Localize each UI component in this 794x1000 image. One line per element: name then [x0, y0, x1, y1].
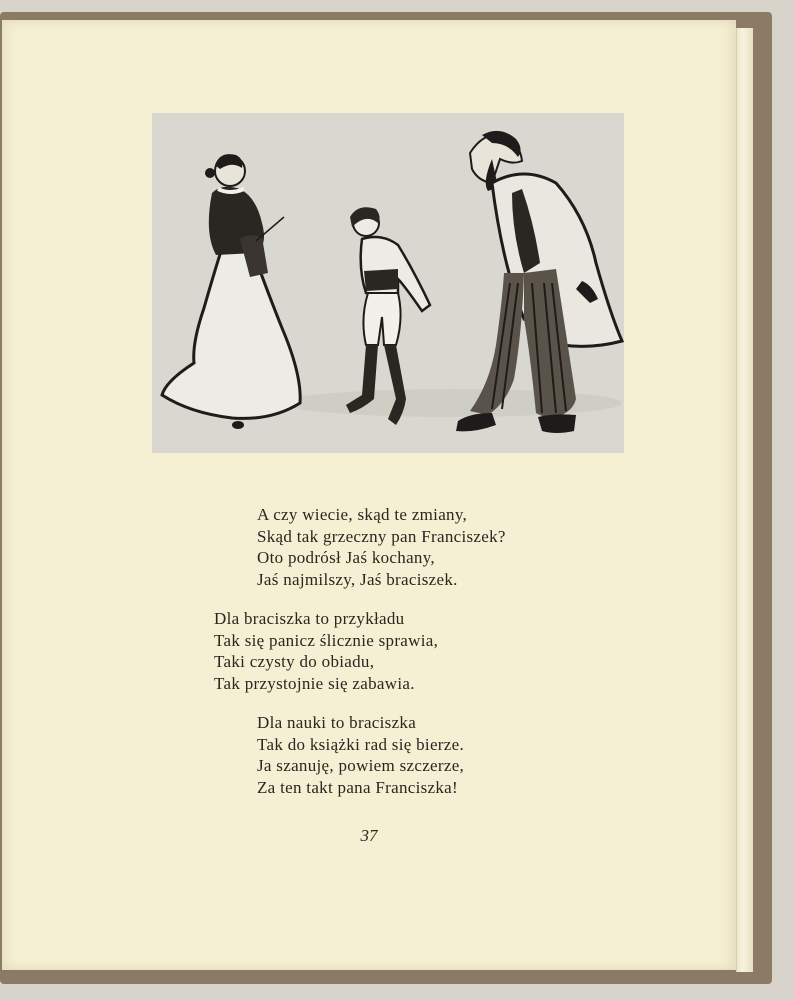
- poem-line: A czy wiecie, skąd te zmiany,: [257, 505, 468, 524]
- stanza-1: [2, 504, 736, 590]
- stanza-2: [2, 608, 736, 694]
- book-page: [2, 20, 736, 970]
- page-edges: [736, 28, 753, 972]
- poem-line: Tak do książki rad się bierze.: [257, 734, 465, 754]
- poem-line: Dla braciszka to przykładu: [214, 609, 405, 628]
- poem-line: Ja szanuję, powiem szczerze,: [257, 756, 465, 775]
- poem-line: Taki czysty do obiadu,: [214, 652, 375, 671]
- poem-line: Skąd tak grzeczny pan Franciszek?: [257, 526, 506, 546]
- page-number: 37: [360, 826, 378, 845]
- poem-line: Tak przystojnie się zabawia.: [214, 673, 415, 693]
- poem-line: Jaś najmilszy, Jaś braciszek.: [257, 569, 458, 589]
- stanza-3: [2, 712, 736, 798]
- illustration: [152, 113, 624, 453]
- illustration-drawing: [152, 113, 624, 453]
- poem: [2, 504, 736, 816]
- poem-line: Dla nauki to braciszka: [257, 713, 417, 732]
- poem-line: Za ten takt pana Franciszka!: [257, 777, 458, 797]
- poem-line: Oto podrósł Jaś kochany,: [257, 548, 435, 567]
- poem-line: Tak się panicz ślicznie sprawia,: [214, 630, 439, 650]
